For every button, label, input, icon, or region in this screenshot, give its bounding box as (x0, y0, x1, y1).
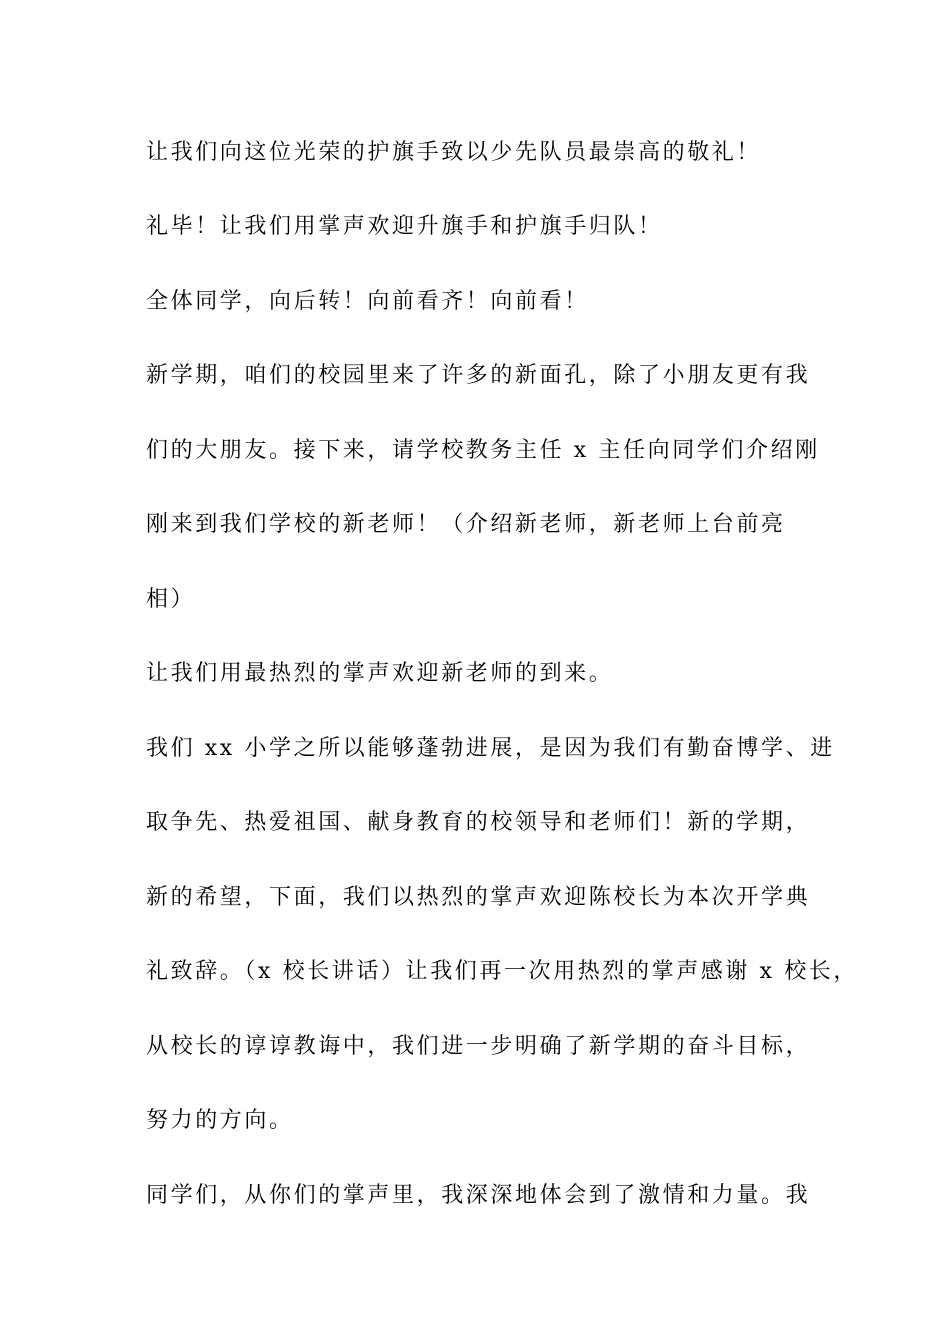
paragraph-line: 相） (146, 587, 196, 612)
paragraph-line: 新学期，咱们的校园里来了许多的新面孔，除了小朋友更有我 (146, 363, 811, 388)
paragraph-line: 我们 xx 小学之所以能够蓬勃进展，是因为我们有勤奋博学、进 (146, 736, 835, 761)
paragraph-line: 让我们向这位光荣的护旗手致以少先队员最崇高的敬礼！ (146, 140, 762, 165)
paragraph-line: 们的大朋友。接下来，请学校教务主任 x 主任向同学们介绍刚 (146, 438, 820, 463)
paragraph-line: 让我们用最热烈的掌声欢迎新老师的到来。 (146, 661, 614, 686)
paragraph-line: 从校长的谆谆教诲中，我们进一步明确了新学期的奋斗目标， (146, 1034, 811, 1059)
paragraph-line: 新的希望，下面，我们以热烈的掌声欢迎陈校长为本次开学典 (146, 885, 811, 910)
paragraph-line: 礼毕！让我们用掌声欢迎升旗手和护旗手归队！ (146, 214, 663, 239)
paragraph-line: 努力的方向。 (146, 1108, 294, 1133)
paragraph-line: 同学们，从你们的掌声里，我深深地体会到了激情和力量。我 (146, 1183, 811, 1208)
paragraph-line: 刚来到我们学校的新老师！（介绍新老师，新老师上台前亮 (146, 512, 786, 537)
paragraph-line: 礼致辞。（x 校长讲话）让我们再一次用热烈的掌声感谢 x 校长， (146, 959, 858, 984)
paragraph-line: 全体同学，向后转！向前看齐！向前看！ (146, 289, 589, 314)
paragraph-line: 取争先、热爱祖国、献身教育的校领导和老师们！新的学期， (146, 810, 811, 835)
